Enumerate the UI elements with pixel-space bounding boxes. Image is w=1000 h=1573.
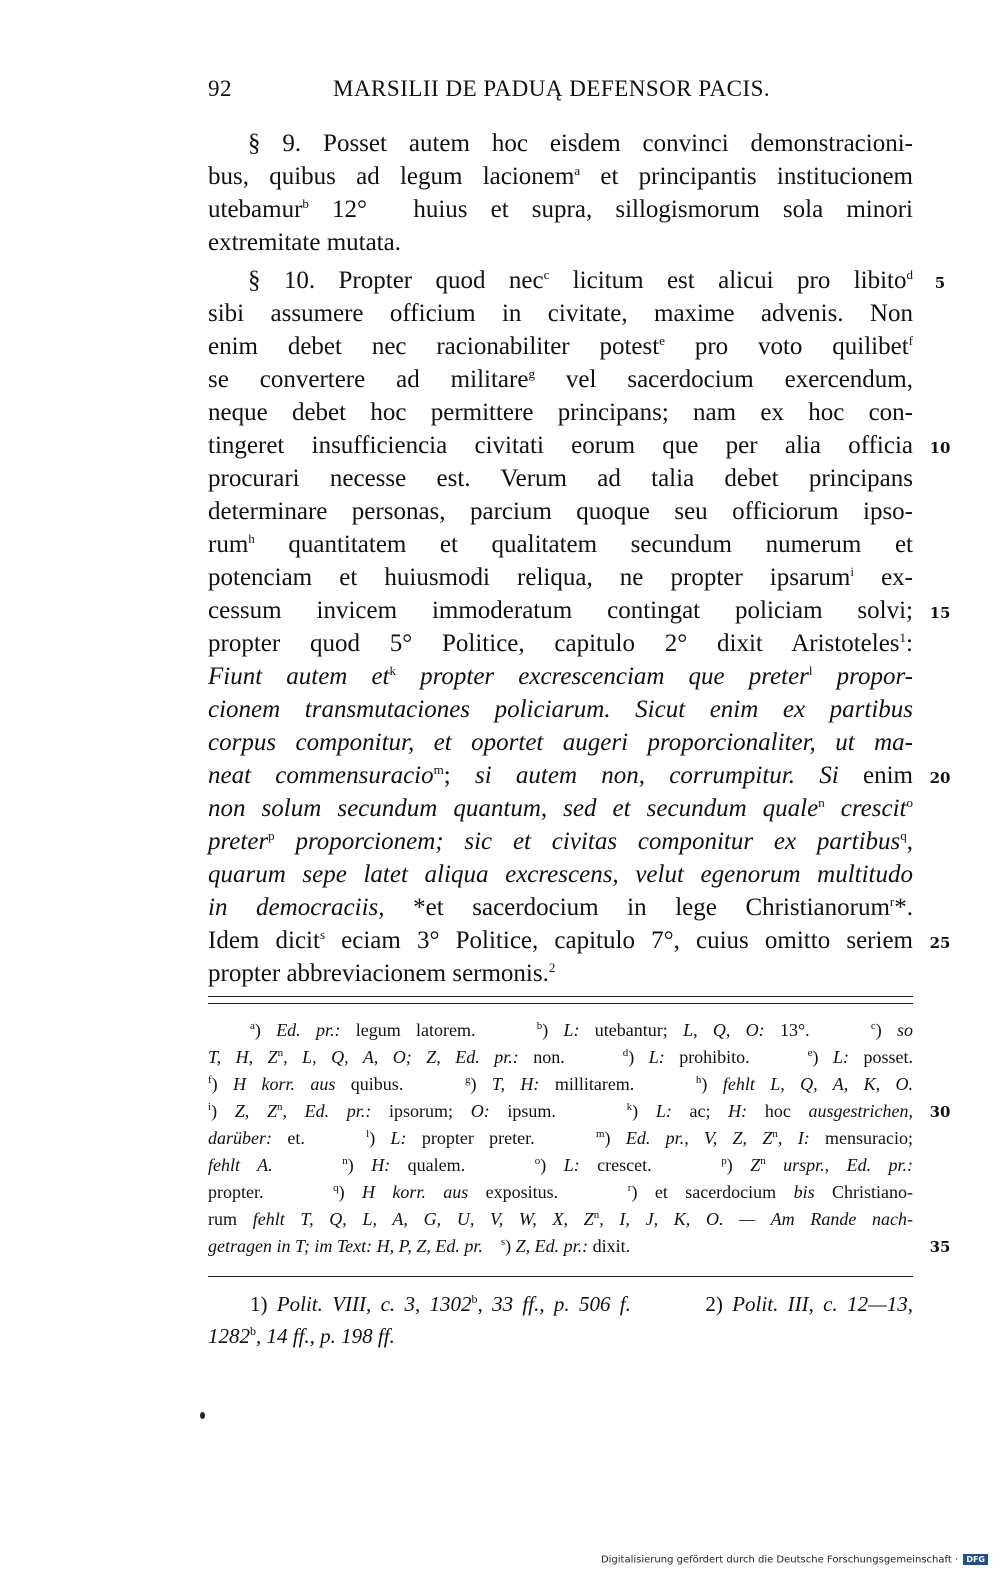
text-run: ): [542, 1020, 564, 1040]
italic-run: Ed. pr.:: [276, 1020, 341, 1040]
apparatus-line: [208, 1182, 913, 1203]
text-run: dixit.: [588, 1236, 631, 1256]
text-line: [208, 663, 913, 691]
text-run: millitarem.: [539, 1074, 696, 1094]
italic-run: H:: [371, 1155, 391, 1175]
footnote-marker: n: [772, 1128, 778, 1140]
text-line: [208, 894, 913, 922]
footnote-marker: 1: [899, 630, 907, 645]
footnote-marker: g: [464, 1074, 471, 1086]
italic-run: fehlt T, Q, L, A, G, U, V, W, X, Z: [252, 1209, 594, 1229]
italic-run: H korr. aus: [233, 1074, 336, 1094]
text-run: bus, quibus ad legum lacionem: [208, 163, 575, 190]
text-line: [208, 597, 913, 625]
text-run: ): [338, 1182, 362, 1202]
source-separator: [208, 1276, 913, 1277]
footnote-marker: n: [276, 1101, 283, 1113]
text-run: rum: [208, 531, 249, 558]
text-run: ) et sacerdocium: [631, 1182, 794, 1202]
text-line: [208, 762, 913, 790]
footnote-marker: o: [906, 795, 913, 810]
text-run: ): [470, 1074, 492, 1094]
footnote-marker: b: [250, 1324, 256, 1338]
footnote-marker: q: [900, 828, 907, 843]
text-line: [248, 267, 913, 295]
source-line: [208, 1324, 913, 1349]
footnote-marker: n: [277, 1047, 284, 1059]
italic-run: Z, Ed. pr.:: [515, 1236, 589, 1256]
italic-run: quarum sepe latet aliqua excrescens, velut egenorum multitudo: [208, 861, 913, 888]
footnote-marker: 2: [548, 960, 556, 975]
italic-run: Z, Z: [234, 1101, 277, 1121]
text-line: [208, 861, 913, 889]
text-line: [208, 300, 913, 328]
text-run: mensuracio;: [809, 1128, 914, 1148]
text-run: non.: [518, 1047, 623, 1067]
italic-run: L:: [563, 1020, 580, 1040]
text-run: tingeret insufficiencia civitati eorum que per alia officia: [208, 432, 913, 459]
text-run: potenciam et huiusmodi reliqua, ne propter ipsarum: [208, 564, 851, 591]
text-run: procurari necesse est. Verum ad talia debet principans: [208, 465, 913, 492]
text-run: 2): [630, 1292, 733, 1316]
text-run: ): [211, 1101, 235, 1121]
italic-run: H korr. aus: [361, 1182, 469, 1202]
page-number: 92: [208, 76, 232, 101]
text-run: ): [347, 1155, 372, 1175]
text-run: sibi assumere officium in civitate, maxime advenis. Non: [208, 300, 913, 327]
italic-run: fehlt L, Q, A, K, O.: [722, 1074, 914, 1094]
footnote-marker: d: [622, 1047, 629, 1059]
italic-run: Polit. III, c. 12—13,: [732, 1292, 913, 1316]
footnote-marker: c: [543, 267, 550, 282]
footnote-marker: m: [595, 1128, 605, 1140]
italic-run: T, H, Z: [208, 1047, 278, 1067]
italic-run: crescit: [824, 795, 907, 822]
line-number: 20: [929, 769, 951, 787]
text-line: [208, 432, 913, 460]
text-run: et principantis institucionem: [580, 163, 913, 190]
text-line: [208, 630, 913, 658]
text-line: [208, 465, 913, 493]
text-run: ipsorum;: [371, 1101, 471, 1121]
italic-run: propor-: [812, 663, 913, 690]
text-run: propter abbreviacionem sermonis.: [208, 960, 549, 987]
footnote-separator: [208, 996, 913, 997]
text-run: ;: [443, 762, 475, 789]
text-run: ): [628, 1047, 649, 1067]
line-number: 10: [929, 439, 951, 457]
italic-run: , I, J, K, O. — Am Rande nach-: [599, 1209, 913, 1229]
italic-run: , 33 ff., p. 506 f.: [477, 1292, 631, 1316]
apparatus-line: [208, 1155, 913, 1176]
italic-run: ausgestrichen,: [808, 1101, 914, 1121]
text-run: Idem dicit: [208, 927, 320, 954]
footnote-marker: b: [302, 196, 309, 211]
text-run: hoc: [747, 1101, 809, 1121]
text-run: ex-: [853, 564, 913, 591]
italic-run: getragen in T; im Text: H, P, Z, Ed. pr.: [208, 1236, 483, 1256]
text-run: posset.: [849, 1047, 914, 1067]
italic-run: Fiunt autem et: [208, 663, 390, 690]
text-run: *et sacerdocium in lege Christianorum: [384, 894, 890, 921]
text-run: expositus.: [468, 1182, 628, 1202]
text-run: rum: [208, 1209, 253, 1229]
text-run: utebamur: [208, 196, 303, 223]
digitization-credit: [601, 1554, 988, 1566]
italic-run: , Ed. pr.:: [282, 1101, 372, 1121]
text-run: propter preter.: [406, 1128, 596, 1148]
footnote-marker: n: [342, 1155, 348, 1167]
footnote-marker: d: [906, 267, 914, 282]
text-run: *.: [894, 894, 914, 921]
footnote-marker: n: [593, 1209, 600, 1221]
text-run: legum latorem.: [340, 1020, 537, 1040]
footnote-marker: l: [366, 1128, 370, 1140]
text-line: [208, 795, 913, 823]
italic-run: L:: [648, 1047, 665, 1067]
text-run: se convertere ad militare: [208, 366, 529, 393]
text-run: quantitatem et qualitatem secundum numerum et: [254, 531, 913, 558]
footnote-marker: q: [333, 1182, 339, 1194]
text-run: § 9. Posset autem hoc eisdem convinci demonstracioni-: [248, 130, 913, 157]
apparatus-line: [208, 1047, 913, 1068]
text-run: determinare personas, parcium quoque seu officiorum ipso-: [208, 498, 913, 525]
text-run: ): [701, 1074, 723, 1094]
footnote-marker: c: [870, 1020, 876, 1032]
line-number: 35: [929, 1238, 951, 1256]
footnote-marker: p: [268, 828, 275, 843]
italic-run: L:: [833, 1047, 850, 1067]
italic-run: , I:: [777, 1128, 810, 1148]
footnote-marker: a: [250, 1020, 255, 1032]
text-run: utebantur;: [579, 1020, 684, 1040]
italic-run: L:: [655, 1101, 672, 1121]
italic-run: darüber:: [208, 1128, 272, 1148]
footnote-marker: i: [850, 564, 854, 579]
text-line: [208, 729, 913, 757]
text-run: ): [369, 1128, 391, 1148]
text-run: ): [726, 1155, 751, 1175]
italic-run: proporcionem; sic et civitas componitur ex partibus: [274, 828, 901, 855]
text-run: ): [254, 1020, 277, 1040]
text-run: ): [812, 1047, 834, 1067]
italic-run: preter: [208, 828, 269, 855]
footnote-marker: r: [627, 1182, 632, 1194]
text-run: 12° huius et supra, sillogismorum sola minori: [308, 196, 913, 223]
text-run: quibus.: [335, 1074, 465, 1094]
italic-run: urspr., Ed. pr.:: [765, 1155, 914, 1175]
text-run: neque debet hoc permittere principans; nam ex hoc con-: [208, 399, 913, 426]
footnote-separator-2: [208, 1003, 913, 1004]
apparatus-line: [208, 1128, 913, 1149]
text-line: [208, 163, 913, 191]
italic-run: L:: [563, 1155, 580, 1175]
text-line: [208, 229, 913, 257]
text-line: [208, 531, 913, 559]
text-line: [208, 196, 913, 224]
italic-run: in democraciis,: [208, 894, 385, 921]
text-line: [208, 696, 913, 724]
footnote-marker: n: [760, 1155, 766, 1167]
text-run: ): [604, 1128, 626, 1148]
text-line: [208, 927, 913, 955]
italic-run: fehlt A.: [208, 1155, 273, 1175]
apparatus-line: [208, 1074, 913, 1095]
text-run: Christiano-: [814, 1182, 913, 1202]
italic-run: Ed. pr., V, Z, Z: [625, 1128, 773, 1148]
apparatus-line: [250, 1020, 913, 1041]
footnote-marker: h: [248, 531, 255, 546]
italic-run: H:: [728, 1101, 748, 1121]
text-line: [208, 333, 913, 361]
italic-run: T, H:: [491, 1074, 540, 1094]
text-run: § 10. Propter quod nec: [248, 267, 544, 294]
text-run: 1): [250, 1292, 277, 1316]
italic-run: , 14 ff., p. 198 ff.: [256, 1324, 395, 1348]
text-run: et.: [272, 1128, 367, 1148]
footnote-marker: b: [536, 1020, 543, 1032]
italic-run: non solum secundum quantum, sed et secundum quale: [208, 795, 819, 822]
line-number: 15: [929, 604, 951, 622]
text-line: [208, 960, 913, 988]
text-line: [208, 828, 913, 856]
text-line: [208, 564, 913, 592]
italic-run: O:: [470, 1101, 490, 1121]
italic-run: so: [897, 1020, 914, 1040]
italic-run: si autem non, corrumpitur. Si: [474, 762, 839, 789]
italic-run: L, Q, O:: [683, 1020, 765, 1040]
text-run: pro voto quilibet: [664, 333, 909, 360]
italic-run: L:: [390, 1128, 407, 1148]
text-line: [208, 366, 913, 394]
text-run: prohibito.: [664, 1047, 808, 1067]
running-title: MARSILII DE PADUĄ DEFENSOR PACIS.: [333, 76, 771, 101]
text-run: eciam 3° Politice, capitulo 7°, cuius omitto seriem: [325, 927, 913, 954]
italic-run: 1282: [208, 1324, 250, 1348]
italic-run: cionem transmutaciones policiarum. Sicut enim ex partibus: [208, 696, 913, 723]
apparatus-line: [208, 1101, 913, 1122]
footnote-marker: m: [433, 762, 444, 777]
footnote-marker: i: [208, 1101, 212, 1113]
text-run: propter.: [208, 1182, 334, 1202]
text-run: crescet.: [579, 1155, 722, 1175]
footnote-marker: r: [889, 894, 895, 909]
text-run: ipsum.: [489, 1101, 627, 1121]
italic-run: corpus componitur, et oportet augeri proporcionaliter, ut ma-: [208, 729, 913, 756]
text-run: ): [211, 1074, 234, 1094]
footnote-marker: p: [721, 1155, 727, 1167]
footnote-marker: k: [389, 663, 396, 678]
footnote-marker: g: [528, 366, 535, 381]
text-run: extremitate mutata.: [208, 229, 401, 256]
text-run: ): [875, 1020, 898, 1040]
credit-text: Digitalisierung gefördert durch die Deutsche Forschungsgemeinschaft ·: [600, 1554, 959, 1565]
italic-run: neat commensuracio: [208, 762, 434, 789]
text-run: ): [540, 1155, 564, 1175]
footnote-marker: e: [807, 1047, 813, 1059]
italic-run: propter excrescenciam que preter: [396, 663, 809, 690]
footnote-marker: s: [500, 1236, 506, 1248]
text-run: ac;: [671, 1101, 729, 1121]
apparatus-line: [208, 1236, 913, 1257]
footnote-marker: a: [574, 163, 581, 178]
text-run: [273, 1155, 343, 1175]
line-number: 30: [929, 1103, 951, 1121]
text-run: [483, 1236, 501, 1256]
footnote-marker: f: [208, 1074, 212, 1086]
italic-run: Polit. VIII, c. 3, 1302: [276, 1292, 472, 1316]
italic-run: Z: [750, 1155, 761, 1175]
footnote-marker: k: [626, 1101, 633, 1113]
footnote-marker: l: [808, 663, 813, 678]
source-line: [250, 1292, 913, 1317]
text-run: ): [632, 1101, 656, 1121]
text-line: [208, 498, 913, 526]
text-run: ,: [906, 828, 913, 855]
text-run: 13°.: [764, 1020, 871, 1040]
text-run: ): [505, 1236, 516, 1256]
footnote-marker: o: [534, 1155, 541, 1167]
text-run: licitum est alicui pro libito: [549, 267, 907, 294]
footnote-marker: s: [319, 927, 326, 942]
text-run: enim debet nec racionabiliter potest: [208, 333, 660, 360]
text-run: vel sacerdocium exercendum,: [534, 366, 913, 393]
footnote-marker: e: [659, 333, 665, 348]
footnote-marker: h: [695, 1074, 702, 1086]
text-run: enim: [838, 762, 913, 789]
text-line: [208, 399, 913, 427]
apparatus-line: [208, 1209, 913, 1230]
text-run: qualem.: [390, 1155, 535, 1175]
italic-run: bis: [793, 1182, 815, 1202]
footnote-marker: f: [908, 333, 913, 348]
text-line: [248, 130, 913, 158]
text-run: :: [906, 630, 913, 657]
footnote-marker: b: [471, 1292, 478, 1306]
italic-run: , L, Q, A, O; Z, Ed. pr.:: [283, 1047, 519, 1067]
dfg-logo: DFG: [963, 1554, 988, 1565]
ink-speck: [200, 1412, 205, 1419]
text-run: cessum invicem immoderatum contingat policiam solvi;: [208, 597, 913, 624]
line-number: 5: [934, 274, 946, 292]
text-run: propter quod 5° Politice, capitulo 2° dixit Aristoteles: [208, 630, 900, 657]
footnote-marker: n: [818, 795, 825, 810]
line-number: 25: [929, 934, 951, 952]
